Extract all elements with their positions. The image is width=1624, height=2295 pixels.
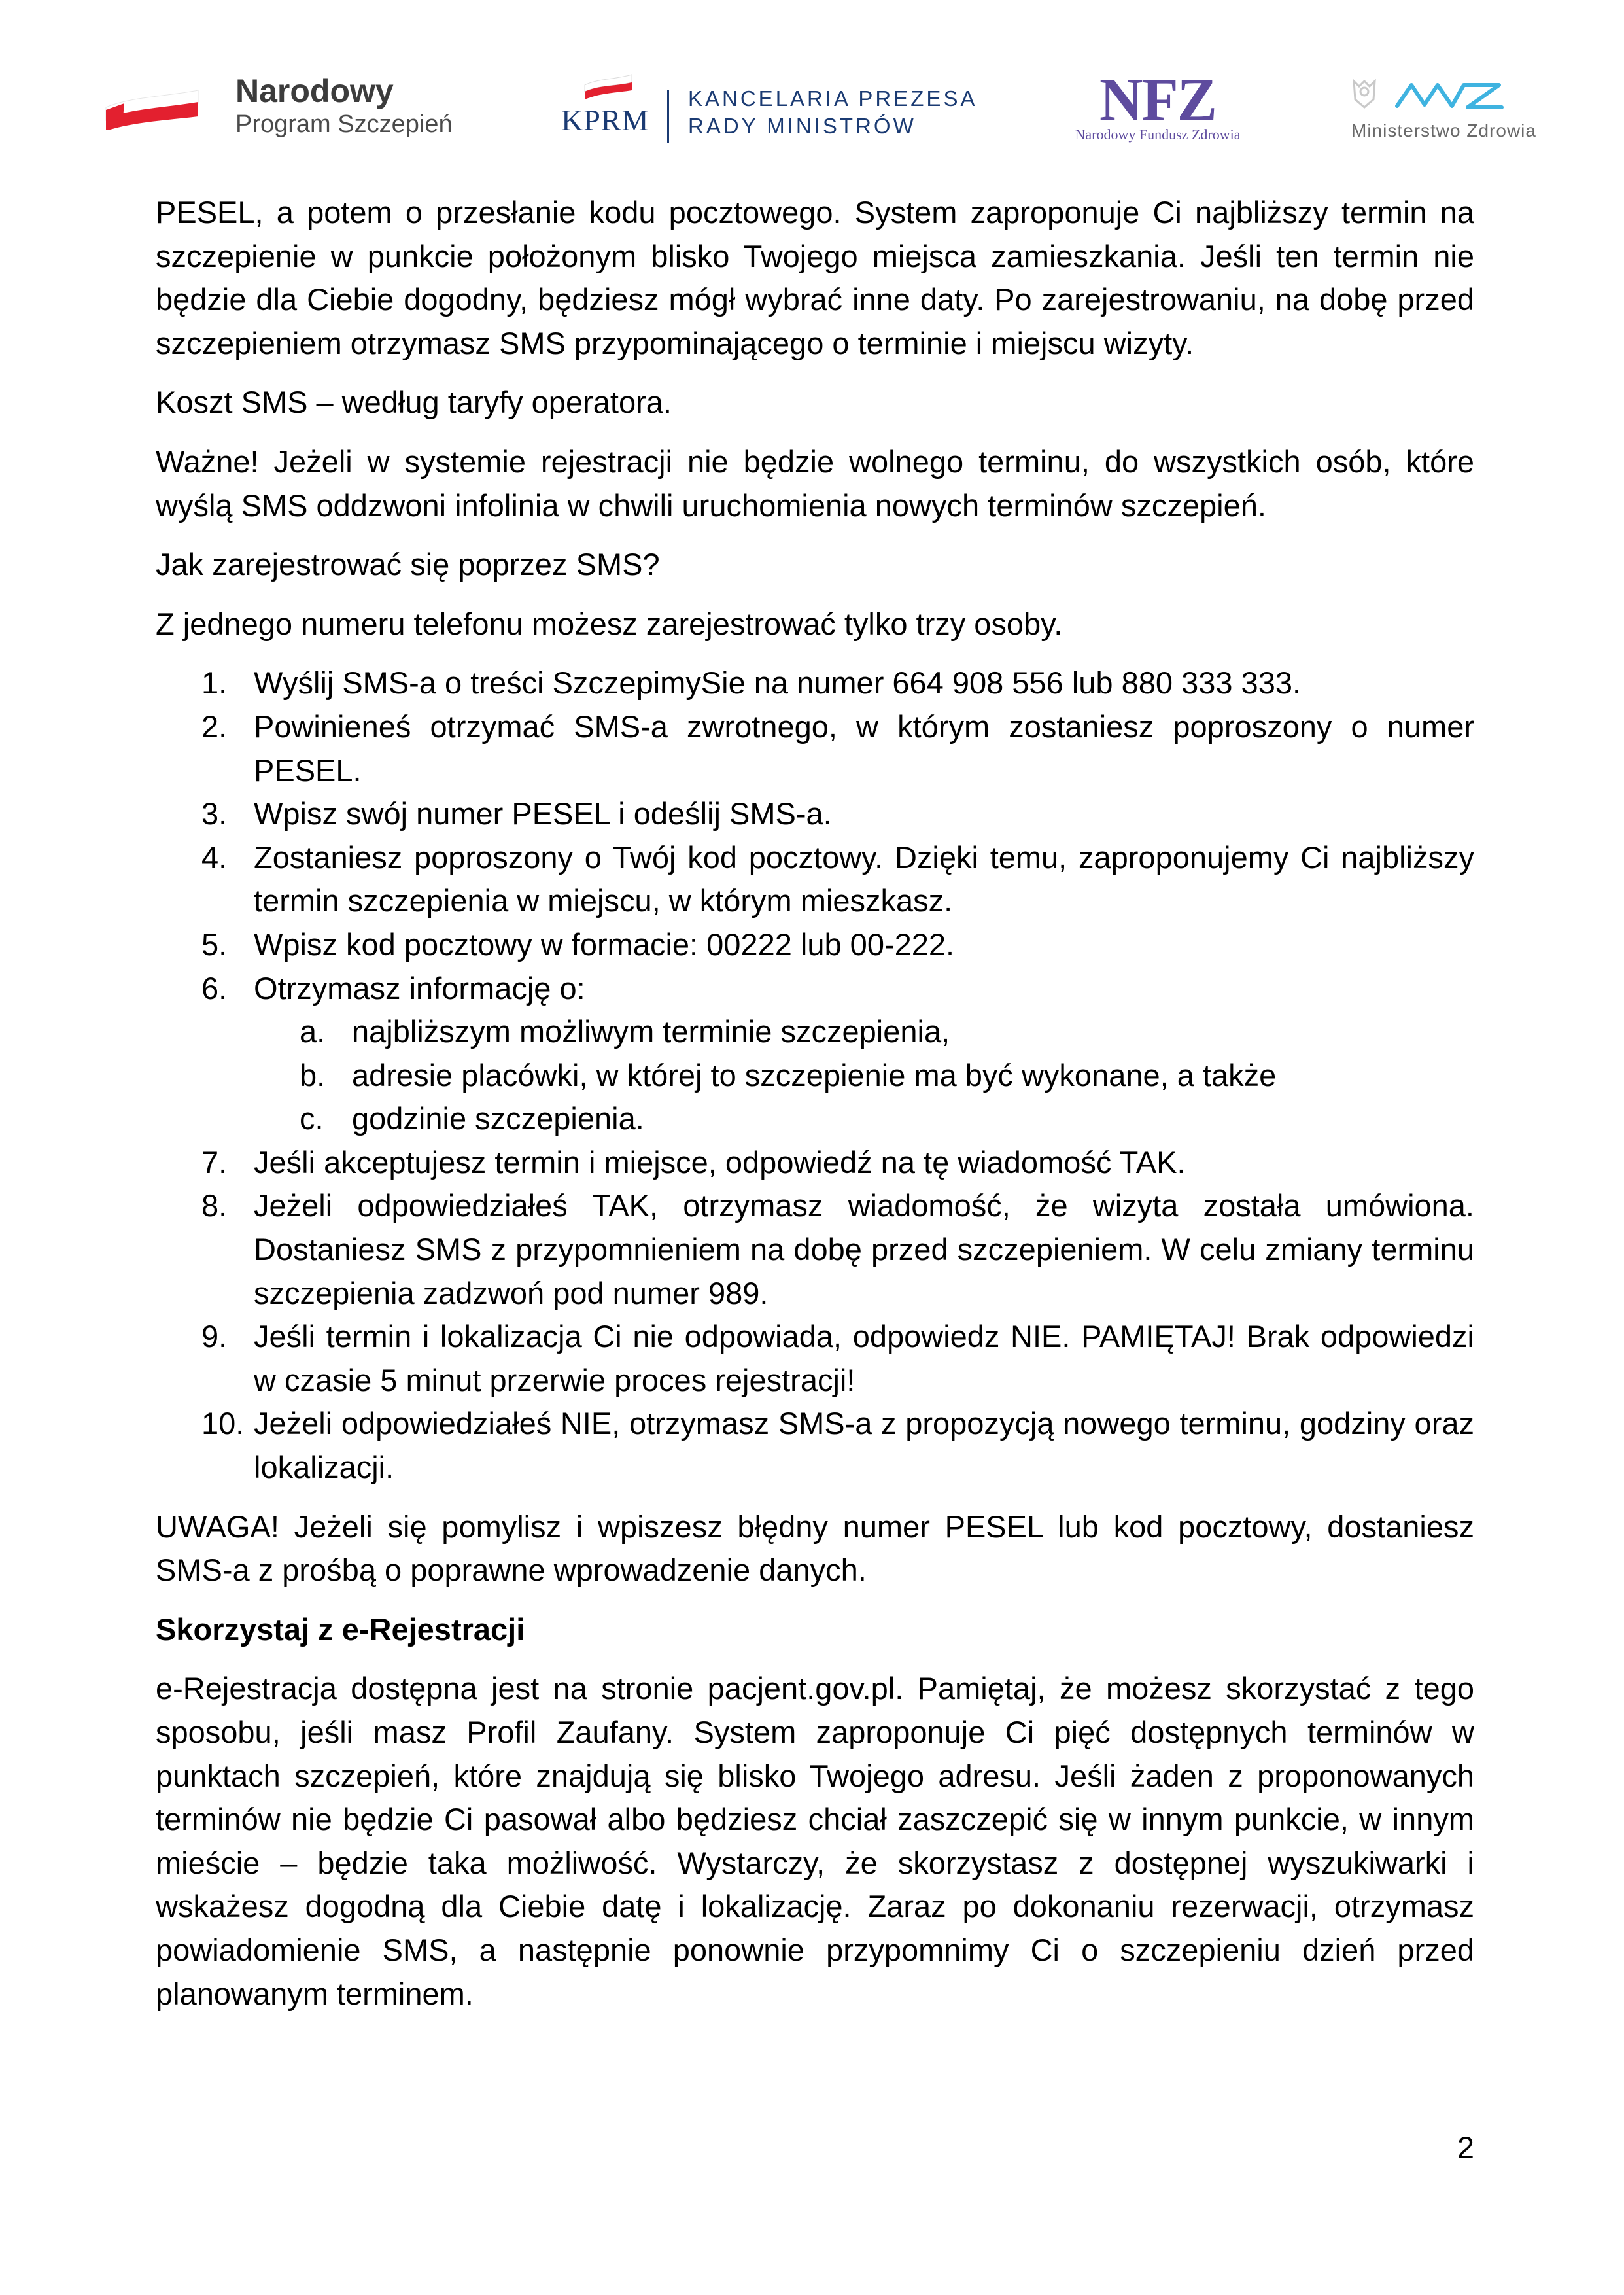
list-number: 6. <box>201 970 228 1006</box>
list-number: 3. <box>201 796 228 832</box>
list-number: 10. <box>201 1406 245 1441</box>
list-item <box>156 836 1474 923</box>
list-item <box>156 792 1474 836</box>
list-item-text: Powinieneś otrzymać SMS-a zwrotnego, w którym zostaniesz poproszony o numer PESEL. <box>254 709 1474 788</box>
list-item-text: Jeżeli odpowiedziałeś NIE, otrzymasz SMS-a z propozycją nowego terminu, godziny oraz lokalizacji. <box>254 1406 1474 1485</box>
sublist-item-text: godzinie szczepienia. <box>352 1101 644 1136</box>
sms-registration-steps <box>156 661 1474 1489</box>
heading-e-rejestracja: Skorzystaj z e-Rejestracji <box>156 1611 525 1647</box>
list-item-text: Otrzymasz informację o: <box>254 970 585 1006</box>
sublist-item-text: najbliższym możliwym terminie szczepienia, <box>352 1014 950 1049</box>
nfz-logo <box>1060 68 1256 147</box>
nfz-abbr: NFZ <box>1099 66 1216 133</box>
list-item <box>156 1141 1474 1185</box>
list-item <box>156 705 1474 792</box>
page-header <box>0 0 1624 157</box>
npsz-line1: Narodowy <box>235 73 394 109</box>
list-item <box>156 967 1474 1141</box>
list-item-text: Jeśli termin i lokalizacja Ci nie odpowiada, odpowiedz NIE. PAMIĘTAJ! Brak odpowiedzi w czasie 5 minut przerwie proces rejestracji! <box>254 1319 1474 1397</box>
list-number: 7. <box>201 1144 228 1180</box>
paragraph-question: Jak zarejestrować się poprzez SMS? <box>156 547 660 582</box>
sublist-letter: a. <box>300 1014 326 1049</box>
sublist-letter: b. <box>300 1057 326 1093</box>
list-number: 1. <box>201 665 228 701</box>
list-number: 5. <box>201 926 228 962</box>
page-number: 2 <box>1457 2130 1474 2165</box>
kprm-separator <box>667 90 669 143</box>
list-item <box>156 661 1474 705</box>
sublist-item <box>254 1097 1474 1141</box>
list-item-text: Wpisz swój numer PESEL i odeślij SMS-a. <box>254 796 832 832</box>
kprm-logo <box>561 73 980 145</box>
list-number: 2. <box>201 709 228 744</box>
kprm-abbr: KPRM <box>561 103 649 137</box>
paragraph-important: Ważne! Jeżeli w systemie rejestracji nie będzie wolnego terminu, do wszystkich osób, które wyślą SMS oddzwoni infolinia w chwili uruchomienia nowych terminów szczepień. <box>156 444 1474 523</box>
paragraph-intro: PESEL, a potem o przesłanie kodu pocztowego. System zaproponuje Ci najbliższy termin na szczepienie w punkcie położonym blisko Twojego miejsca zamieszkania. Jeśli ten termin nie będzie dla Ciebie dogodny, będziesz mógł wybrać inne daty. Po zarejestrowaniu, na dobę przed szczepieniem otrzymasz SMS przypominającego o terminie i miejscu wizyty. <box>156 195 1474 360</box>
list-item-text: Wpisz kod pocztowy w formacie: 00222 lub 00-222. <box>254 926 955 962</box>
list-item <box>156 1402 1474 1489</box>
paragraph-limit: Z jednego numeru telefonu możesz zarejestrować tylko trzy osoby. <box>156 606 1063 641</box>
list-item <box>156 1315 1474 1402</box>
npsz-line2: Program Szczepień <box>235 111 453 138</box>
sublist-item <box>254 1054 1474 1098</box>
paragraph-warning: UWAGA! Jeżeli się pomylisz i wpiszesz błędny numer PESEL lub kod pocztowy, dostaniesz SMS-a z prośbą o poprawne wprowadzenie danych. <box>156 1509 1474 1588</box>
list-item <box>156 923 1474 967</box>
sublist-item-text: adresie placówki, w której to szczepienie ma być wykonane, a także <box>352 1057 1277 1093</box>
sublist-item <box>254 1010 1474 1054</box>
paragraph-e-rejestracja: e-Rejestracja dostępna jest na stronie pacjent.gov.pl. Pamiętaj, że możesz skorzystać z tego sposobu, jeśli masz Profil Zaufany. System zaproponuje Ci pięć dostępnych terminów w punktach szczepień, które znajdują się blisko Twojego adresu. Jeśli żaden z proponowanych terminów nie będzie Ci pasował albo będziesz chciał zaszczepić się w innym punkcie, w innym mieście – będzie taka możliwość. Wystarczy, że skorzystasz z dostępnej wyszukiwarki i wskażesz dogodną dla Ciebie datę i lokalizację. Zaraz po dokonaniu rezerwacji, otrzymasz powiadomienie SMS, a następnie ponownie przypomnimy Ci o szczepieniu dzień przed planowanym terminem. <box>156 1671 1474 2011</box>
mz-name: Ministerstwo Zdrowia <box>1351 120 1536 141</box>
list-item <box>156 1184 1474 1315</box>
flag-icon <box>105 84 199 130</box>
list-number: 4. <box>201 839 228 875</box>
kprm-line1: KANCELARIA PREZESA <box>688 86 978 111</box>
list-item-text: Jeżeli odpowiedziałeś TAK, otrzymasz wiadomość, że wizyta została umówiona. Dostaniesz SMS z przypomnieniem na dobę przed szczepieniem. W celu zmiany terminu szczepienia zadzwoń pod numer 989. <box>254 1188 1474 1310</box>
list-item-text: Wyślij SMS-a o treści SzczepimySie na numer 664 908 556 lub 880 333 333. <box>254 665 1302 701</box>
sublist-letter: c. <box>300 1101 324 1136</box>
list-number: 9. <box>201 1319 228 1354</box>
kprm-flag-icon <box>582 73 634 99</box>
list-item-text: Zostaniesz poproszony o Twój kod pocztowy. Dzięki temu, zaproponujemy Ci najbliższy termin szczepienia w miejscu, w którym mieszkasz. <box>254 839 1474 919</box>
narodowy-program-szczepien-logo <box>105 71 471 143</box>
ministerstwo-zdrowia-logo <box>1347 73 1544 145</box>
kprm-line2: RADY MINISTRÓW <box>688 114 916 138</box>
paragraph-sms-cost: Koszt SMS – według taryfy operatora. <box>156 385 672 420</box>
list-item-text: Jeśli akceptujesz termin i miejsce, odpowiedź na tę wiadomość TAK. <box>254 1144 1186 1180</box>
document-body <box>156 191 1474 2031</box>
nfz-name: Narodowy Fundusz Zdrowia <box>1075 126 1241 143</box>
mz-emblem-icon <box>1347 73 1544 119</box>
sms-information-sublist <box>254 1010 1474 1141</box>
list-number: 8. <box>201 1188 228 1223</box>
